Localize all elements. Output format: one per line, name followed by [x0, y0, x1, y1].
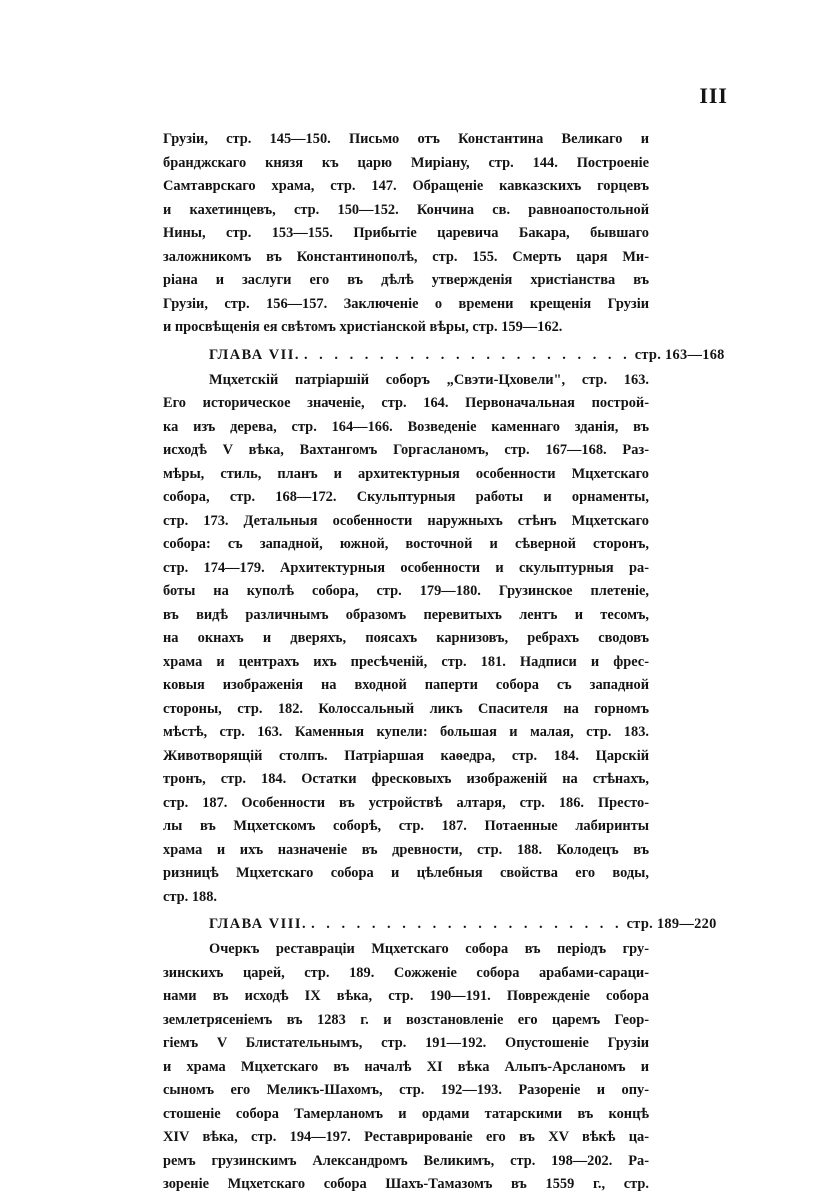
text-line: Самтаврскаго храма, стр. 147. Обращеніе кавказскихъ горцевъ — [163, 178, 649, 194]
text-line: стороны, стр. 182. Колоссальный ликъ Спасителя на горномъ — [163, 700, 649, 717]
text-line: Мцхетскій патріаршій соборъ „Свэти-Цховели", стр. 163. — [209, 371, 649, 388]
text-line: мѣстѣ, стр. 163. Каменныя купели: большая и малая, стр. 183. — [163, 724, 649, 740]
text-line: Его историческое значеніе, стр. 164. Первоначальная построй- — [163, 395, 649, 411]
text-line: стр. 188. — [163, 888, 218, 905]
chapter-8-label: ГЛАВА VIII. — [209, 916, 308, 932]
text-line: ремъ грузинскимъ Александромъ Великимъ, стр. 198—202. Ра- — [163, 1152, 649, 1169]
text-line: и кахетинцевъ, стр. 150—152. Кончина св. равноапостольной — [163, 201, 649, 218]
chapter-8-leader-dots: . . . . . . . . . . . . . . . . . . . . . — [311, 916, 623, 932]
text-line: въ видѣ различнымъ образомъ перевитыхъ лентъ и тесомъ, — [163, 606, 649, 623]
text-line: ковыя изображенія на входной паперти собора съ западной — [163, 677, 649, 693]
text-line: сыномъ его Меликъ-Шахомъ, стр. 192—193. Разореніе и опу- — [163, 1082, 649, 1098]
paragraph-chapter-6-summary — [163, 128, 649, 340]
text-line: стр. 173. Детальныя особенности наружныхъ стѣнъ Мцхетскаго — [163, 512, 649, 529]
text-line: землетрясеніемъ въ 1283 г. и возстановленіе его царемъ Геор- — [163, 1011, 649, 1028]
text-line: на окнахъ и дверяхъ, поясахъ карнизовъ, ребрахъ сводовъ — [163, 630, 649, 646]
text-line: заложникомъ въ Константинополѣ, стр. 155. Смерть царя Ми- — [163, 248, 649, 265]
chapter-7-page-range: стр. 163—168 — [634, 346, 725, 363]
text-line: храма и центрахъ ихъ пресѣченій, стр. 181. Надписи и фрес- — [163, 653, 649, 670]
text-line: Нины, стр. 153—155. Прибытіе царевича Бакара, бывшаго — [163, 225, 649, 241]
paragraph-chapter-7-summary — [163, 369, 649, 910]
text-line: стр. 174—179. Архитектурныя особенности и скульптурныя ра- — [163, 559, 649, 576]
text-line: храма и ихъ назначеніе въ древности, стр. 188. Колодецъ въ — [163, 841, 649, 858]
text-line: зинскихъ царей, стр. 189. Сожженіе собора арабами-сараци- — [163, 964, 649, 981]
page-number: III — [699, 83, 728, 108]
text-line: тронъ, стр. 184. Остатки фресковыхъ изображеній на стѣнахъ, — [163, 771, 649, 787]
text-line: Грузіи, стр. 145—150. Письмо отъ Константина Великаго и — [163, 131, 649, 147]
text-line: стр. 187. Особенности въ устройствѣ алтаря, стр. 186. Престо- — [163, 794, 649, 811]
text-line: ризницѣ Мцхетскаго собора и цѣлебныя свойства его воды, — [163, 865, 649, 881]
chapter-7-label: ГЛАВА VII. — [209, 346, 300, 363]
text-line: гіемъ V Блистательнымъ, стр. 191—192. Опустошеніе Грузіи — [163, 1035, 649, 1051]
text-line: лы въ Мцхетскомъ соборѣ, стр. 187. Потаенные лабиринты — [163, 818, 649, 834]
text-line: бранджскаго князя къ царю Миріану, стр. 144. Построеніе — [163, 154, 649, 171]
text-column — [163, 128, 725, 1197]
text-line: нами въ исходѣ IX вѣка, стр. 190—191. Поврежденіе собора — [163, 988, 649, 1004]
text-line: зореніе Мцхетскаго собора Шахъ-Тамазомъ въ 1559 г., стр. — [163, 1176, 649, 1192]
text-line: собора: съ западной, южной, восточной и сѣверной сторонъ, — [163, 536, 649, 552]
text-line: Грузіи, стр. 156—157. Заключеніе о времени крещенія Грузіи — [163, 295, 649, 312]
text-line: и просвѣщенія ея свѣтомъ христіанской вѣры, стр. 159—162. — [163, 319, 563, 335]
text-line: XIV вѣка, стр. 194—197. Реставрированіе его въ XV вѣкѣ ца- — [163, 1129, 649, 1145]
chapter-8-heading — [163, 911, 717, 938]
text-line: ріана и заслуги его въ дѣлѣ утвержденія христіанства въ — [163, 272, 649, 288]
text-line: Животворящій столпъ. Патріаршая каѳедра, стр. 184. Царскій — [163, 747, 649, 764]
text-line: боты на куполѣ собора, стр. 179—180. Грузинское плетеніе, — [163, 583, 649, 599]
chapter-7-leader-dots: . . . . . . . . . . . . . . . . . . . . . . — [303, 346, 631, 363]
text-line: и храма Мцхетскаго въ началѣ XI вѣка Альпъ-Арсланомъ и — [163, 1058, 649, 1075]
chapter-7-heading — [163, 342, 725, 369]
text-line: исходѣ V вѣка, Вахтангомъ Горгасланомъ, стр. 167—168. Раз- — [163, 442, 649, 458]
text-line: Очеркъ реставраціи Мцхетскаго собора въ періодъ гру- — [209, 941, 649, 957]
chapter-8-page-range: стр. 189—220 — [626, 916, 717, 932]
text-line: собора, стр. 168—172. Скульптурныя работы и орнаменты, — [163, 489, 649, 505]
text-line: мѣры, стиль, планъ и архитектурныя особенности Мцхетскаго — [163, 465, 649, 482]
paragraph-chapter-8-summary — [163, 938, 649, 1197]
text-line: стошеніе собора Тамерланомъ и ордами татарскими въ концѣ — [163, 1105, 649, 1122]
text-line: ка изъ дерева, стр. 164—166. Возведеніе каменнаго зданія, въ — [163, 418, 649, 435]
